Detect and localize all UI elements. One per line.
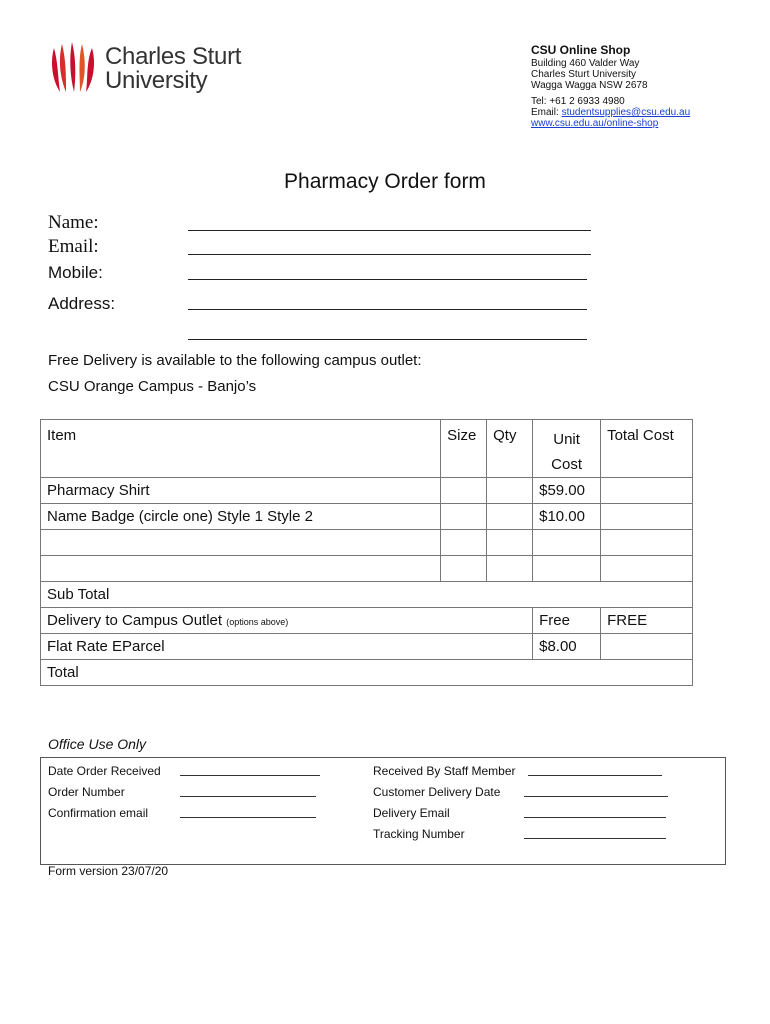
delivery-label [41, 608, 533, 634]
delivery-email-field[interactable] [524, 817, 666, 818]
header-total-cost: Total Cost [601, 420, 693, 478]
address-line-3: Wagga Wagga NSW 2678 [531, 80, 648, 91]
row-item: Name Badge (circle one) Style 1 Style 2 [41, 504, 441, 530]
address-line-1: Building 460 Valder Way [531, 58, 640, 69]
eparcel-label: Flat Rate EParcel [41, 634, 533, 660]
total-cost-cell[interactable] [601, 504, 693, 530]
email-label-field: Email: [48, 236, 99, 257]
unit-cost-cell[interactable] [533, 530, 601, 556]
delivery-total: FREE [601, 608, 693, 634]
csu-flame-icon [48, 42, 100, 94]
total-label: Total [41, 660, 693, 686]
size-cell[interactable] [441, 478, 487, 504]
total-cost-cell[interactable] [601, 478, 693, 504]
received-by-label: Received By Staff Member [373, 764, 516, 778]
unit-cost-cell: $10.00 [533, 504, 601, 530]
row-item: Pharmacy Shirt [41, 478, 441, 504]
delivery-note: Free Delivery is available to the following campus outlet: [48, 352, 422, 369]
qty-cell[interactable] [487, 478, 533, 504]
row-item[interactable] [41, 556, 441, 582]
tel-number: Tel: +61 2 6933 4980 [531, 96, 625, 107]
name-label: Name: [48, 212, 99, 233]
address-line-2: Charles Sturt University [531, 69, 637, 80]
header-size: Size [441, 420, 487, 478]
size-cell[interactable] [441, 504, 487, 530]
delivery-unit: Free [533, 608, 601, 634]
qty-cell[interactable] [487, 530, 533, 556]
address-field-line2[interactable] [188, 339, 587, 340]
table-header-row [41, 420, 693, 478]
confirmation-email-field[interactable] [180, 817, 316, 818]
customer-delivery-date-label: Customer Delivery Date [373, 785, 501, 799]
email-field[interactable] [188, 254, 591, 255]
total-cost-cell[interactable] [601, 556, 693, 582]
mobile-label: Mobile: [48, 263, 103, 282]
delivery-label-text: Delivery to Campus Outlet [47, 612, 223, 629]
subtotal-label: Sub Total [41, 582, 693, 608]
website-link[interactable]: www.csu.edu.au/online-shop [531, 118, 659, 129]
office-use-heading: Office Use Only [48, 736, 147, 752]
mobile-field[interactable] [188, 279, 587, 280]
campus-outlet: CSU Orange Campus - Banjo’s [48, 378, 257, 395]
total-row [41, 660, 693, 686]
confirmation-email-label: Confirmation email [48, 806, 149, 820]
total-cost-cell[interactable] [601, 530, 693, 556]
eparcel-total-cell[interactable] [601, 634, 693, 660]
eparcel-unit: $8.00 [533, 634, 601, 660]
order-number-field[interactable] [180, 796, 316, 797]
table-row [41, 504, 693, 530]
table-row [41, 478, 693, 504]
form-title: Pharmacy Order form [284, 170, 486, 193]
csu-logo [48, 42, 253, 98]
subtotal-row [41, 582, 693, 608]
row-item[interactable] [41, 530, 441, 556]
email-row [531, 107, 690, 118]
tracking-number-field[interactable] [524, 838, 666, 839]
address-label: Address: [48, 294, 116, 313]
header-qty: Qty [487, 420, 533, 478]
date-order-received-label: Date Order Received [48, 764, 161, 778]
email-label: Email: [531, 107, 562, 118]
email-link[interactable]: studentsupplies@csu.edu.au [561, 107, 691, 118]
address-field-line1[interactable] [188, 309, 587, 310]
header-item: Item [41, 420, 441, 478]
logo-text-line1: Charles Sturt [105, 43, 242, 70]
received-by-field[interactable] [528, 775, 662, 776]
logo-text-line2: University [105, 67, 208, 94]
tracking-number-label: Tracking Number [373, 827, 465, 841]
size-cell[interactable] [441, 556, 487, 582]
order-number-label: Order Number [48, 785, 125, 799]
table-row [41, 556, 693, 582]
form-version: Form version 23/07/20 [48, 864, 169, 878]
unit-cost-cell[interactable] [533, 556, 601, 582]
date-order-received-field[interactable] [180, 775, 320, 776]
qty-cell[interactable] [487, 556, 533, 582]
shop-name: CSU Online Shop [531, 43, 631, 57]
header-unit-cost: Unit Cost [533, 420, 601, 478]
name-field[interactable] [188, 230, 591, 231]
eparcel-row [41, 634, 693, 660]
unit-cost-cell: $59.00 [533, 478, 601, 504]
size-cell[interactable] [441, 530, 487, 556]
shop-contact [531, 45, 690, 129]
delivery-email-label: Delivery Email [373, 806, 450, 820]
customer-delivery-date-field[interactable] [524, 796, 668, 797]
delivery-options-note: (options above) [226, 617, 289, 627]
order-table [40, 419, 693, 686]
delivery-row [41, 608, 693, 634]
table-row [41, 530, 693, 556]
qty-cell[interactable] [487, 504, 533, 530]
